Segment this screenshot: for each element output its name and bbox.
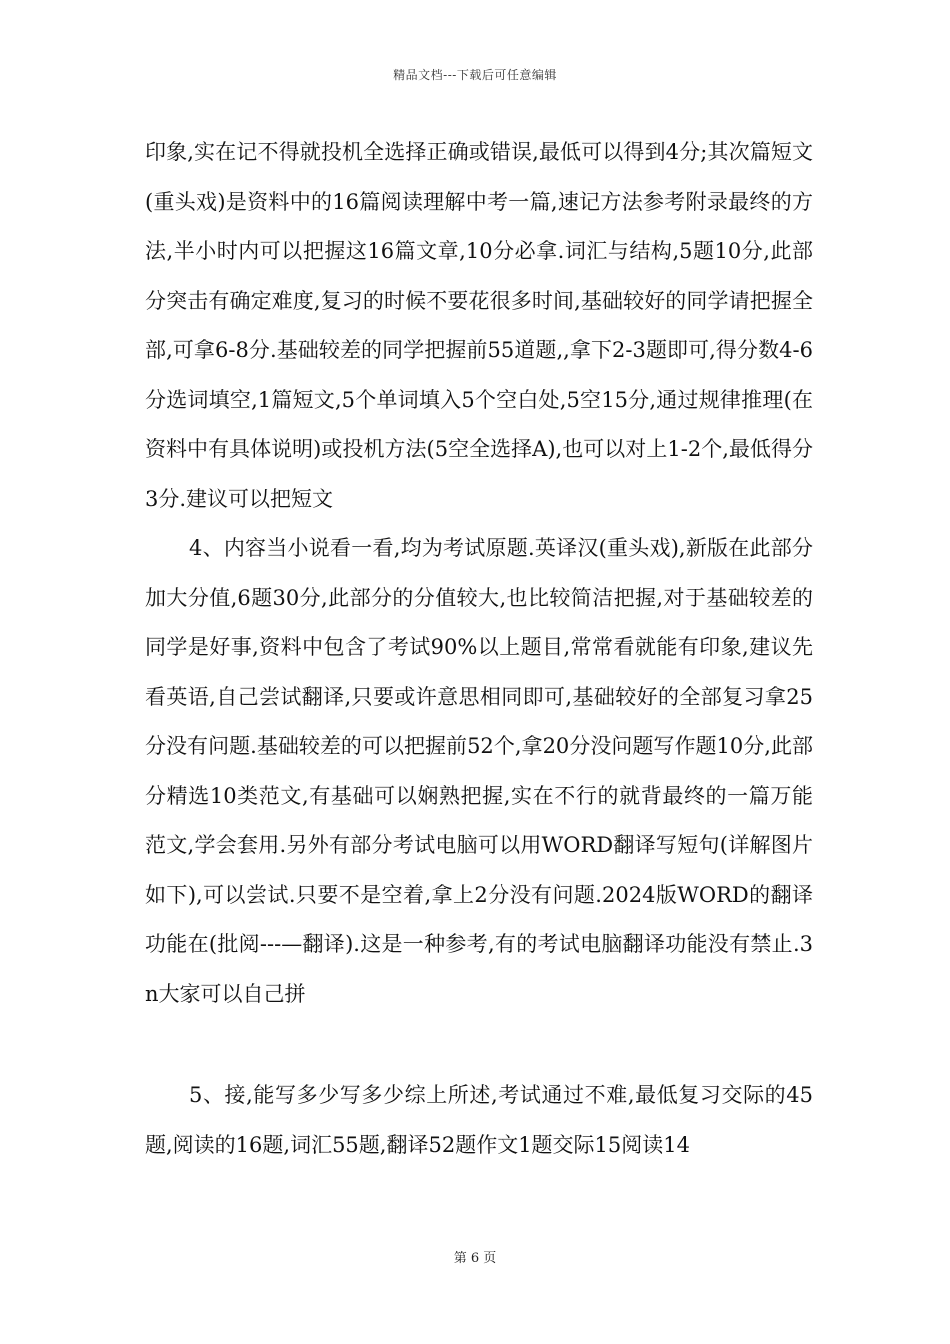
paragraph-1: 印象,实在记不得就投机全选择正确或错误,最低可以得到4分;其次篇短文(重头戏)是资料中的16篇阅读理解中考一篇,速记方法参考附录最终的方法,半小时内可以把握这16篇文章,10分必拿.词汇与结构,5题10分,此部分突击有确定难度,复习的时候不要花很多时间,基础较好的同学请把握全部,可拿6-8分.基础较差的同学把握前55道题,,拿下2-3题即可,得分数4-6分选词填空,1篇短文,5个单词填入5个空白处,5空15分,通过规律推理(在资料中有具体说明)或投机方法(5空全选择A),也可以对上1-2个,最低得分3分.建议可以把短文 [145, 140, 813, 511]
page-number: 第 6 页 [453, 1251, 497, 1266]
paragraph-gap [145, 1019, 813, 1071]
document-body [145, 128, 813, 1170]
paragraph-3: 5、接,能写多少写多少综上所述,考试通过不难,最低复习交际的45题,阅读的16题,词汇55题,翻译52题作文1题交际15阅读14 [145, 1083, 813, 1157]
page-header: 精品文档---下载后可任意编辑 [393, 68, 557, 82]
paragraph-2: 4、内容当小说看一看,均为考试原题.英译汉(重头戏),新版在此部分加大分值,6题30分,此部分的分值较大,也比较简洁把握,对于基础较差的同学是好事,资料中包含了考试90%以上题目,常常看就能有印象,建议先看英语,自己尝试翻译,只要或许意思相同即可,基础较好的全部复习拿25分没有问题.基础较差的可以把握前52个,拿20分没问题写作题10分,此部分精选10类范文,有基础可以娴熟把握,实在不行的就背最终的一篇万能范文,学会套用.另外有部分考试电脑可以用WORD翻译写短句(详解图片如下),可以尝试.只要不是空着,拿上2分没有问题.2024版WORD的翻译功能在(批阅---—翻译).这是一种参考,有的考试电脑翻译功能没有禁止.3n大家可以自己拼 [145, 536, 813, 1006]
